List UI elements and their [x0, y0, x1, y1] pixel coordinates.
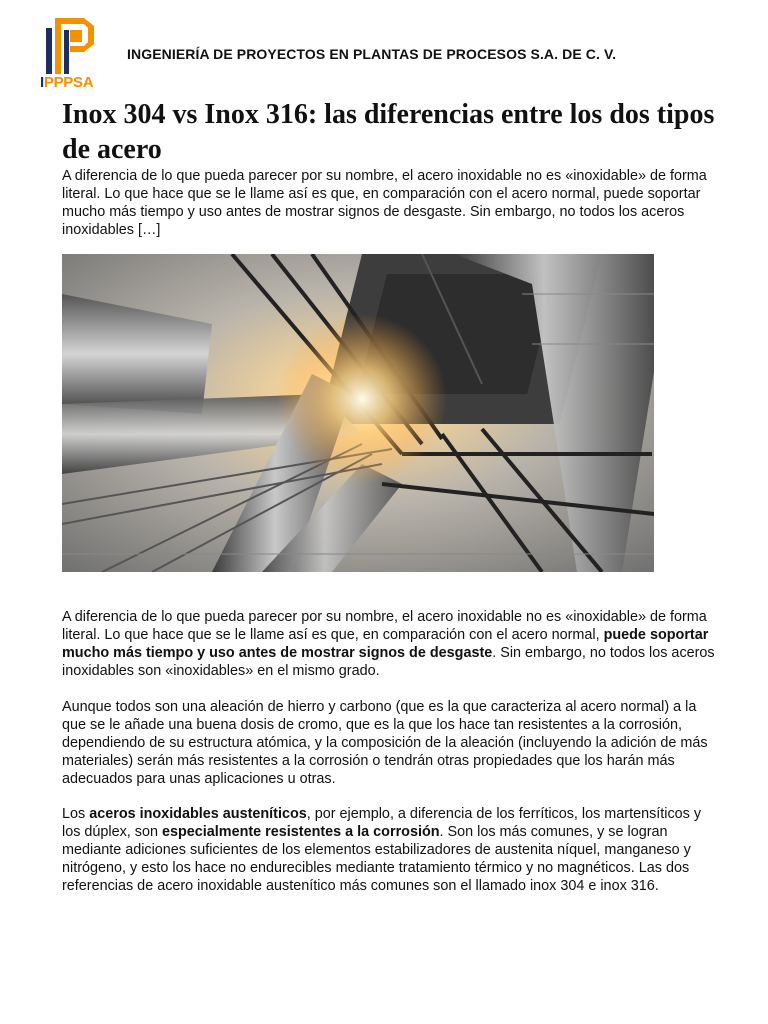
- paragraph-3: Los aceros inoxidables austeníticos, por ejemplo, a diferencia de los ferríticos, los martensíticos y los dúplex, son especialmente resistentes a la corrosión. Son los más comunes, y se logran mediante adiciones suficientes de los elementos estabilizadores de austenita níquel, manganeso y nitrógeno, y esto los hace no endurecibles mediante tratamiento térmico y no magnéticos. Las dos referencias de acero inoxidable austenítico más comunes son el llamado inox 304 e inox 316.: [62, 806, 702, 894]
- industrial-pipes-photo: [62, 254, 654, 572]
- article-title: Inox 304 vs Inox 316: las diferencias entre los dos tipos de acero: [62, 99, 715, 165]
- paragraph-2: Aunque todos son una aleación de hierro y carbono (que es la que caracteriza al acero normal) a la que se le añade una buena dosis de cromo, que es la que los hace tan resistentes a la corrosión, dependiendo de su estructura atómica, y la composición de la aleación (incluyendo la adición de más materiales) serán más resistentes a la corrosión o tendrán otras propiedades que los harán más adecuados para unas aplicaciones u otras.: [62, 699, 708, 787]
- paragraph-1: A diferencia de lo que pueda parecer por su nombre, el acero inoxidable no es «inoxidable» de forma literal. Lo que hace que se le llame así es que, en comparación con el acero normal, puede soportar mucho más tiempo y uso antes de mostrar signos de desgaste. Sin embargo, no todos los aceros inoxidables son «inoxidables» en el mismo grado.: [62, 609, 715, 679]
- company-name: INGENIERÍA DE PROYECTOS EN PLANTAS DE PROCESOS S.A. DE C. V.: [127, 46, 617, 62]
- company-logo-text: IPPPSA: [40, 74, 94, 91]
- intro-paragraph: A diferencia de lo que pueda parecer por su nombre, el acero inoxidable no es «inoxidable» de forma literal. Lo que hace que se le llame así es que, en comparación con el acero normal, puede soportar mucho más tiempo y uso antes de mostrar signos de desgaste. Sin embargo, no todos los aceros inoxidables […]: [62, 168, 707, 238]
